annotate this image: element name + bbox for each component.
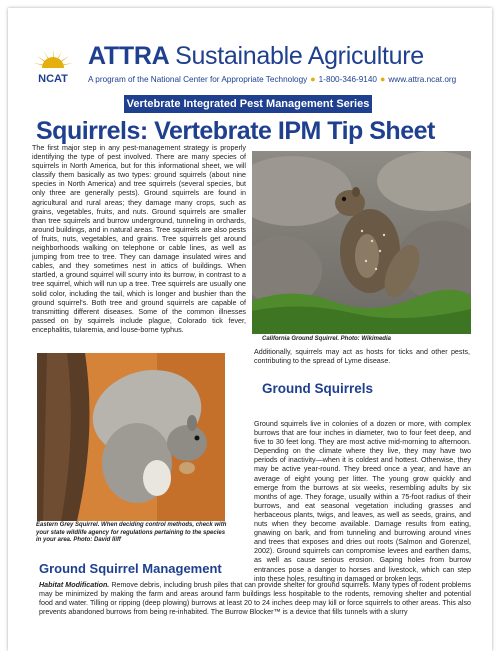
management-lead: Habitat Modification. bbox=[39, 581, 110, 589]
document-page bbox=[8, 8, 492, 651]
brand-title bbox=[88, 42, 424, 71]
intro-column bbox=[32, 144, 246, 335]
bullet-icon: ● bbox=[310, 74, 316, 84]
management-section bbox=[39, 581, 471, 617]
photo1-caption: California Ground Squirrel. Photo: Wikimedia bbox=[262, 336, 391, 342]
ground-squirrels-section bbox=[254, 420, 471, 584]
grey-squirrel-photo bbox=[37, 353, 225, 521]
ground-squirrels-heading: Ground Squirrels bbox=[262, 381, 374, 396]
ground-squirrel-photo bbox=[252, 151, 471, 334]
logo-text: NCAT bbox=[38, 73, 68, 85]
intro-cont-paragraph: Additionally, squirrels may act as hosts for ticks and other pests, contributing to the spread of Lyme disease. bbox=[254, 348, 470, 366]
bullet-icon: ● bbox=[379, 74, 386, 84]
tagline-url[interactable]: www.attra.ncat.org bbox=[388, 75, 457, 84]
brand-sub: Sustainable Agriculture bbox=[175, 42, 424, 70]
brand-bold: ATTRA bbox=[88, 42, 169, 70]
management-text: Remove debris, including brush piles that can provide shelter for ground squirrels. Many types of rodent problems may be minimized by making the farm and areas around farm buildings less hospitable to the rodents, removing shelter and potential food and water. Tilling or ripping (deep plowing) burrows at least 20 to 24 inches deep may kill or force squirrels to other areas. This also prevents abandoned burrows from being re-inhabited. The Burrow Blocker™ is a device that fills tunnels with a slurry bbox=[39, 581, 471, 617]
ncat-logo bbox=[30, 46, 76, 86]
series-banner: Vertebrate Integrated Pest Management Series bbox=[124, 95, 372, 113]
photo2-caption: Eastern Grey Squirrel. When deciding control methods, check with your state wildlife agency for regulations pertaining to the species in your area. Photo: David Iliff bbox=[36, 522, 227, 543]
header bbox=[8, 8, 492, 88]
tagline bbox=[88, 74, 456, 84]
management-paragraph bbox=[39, 581, 471, 617]
intro-continued bbox=[254, 348, 470, 366]
tagline-phone: 1-800-346-9140 bbox=[318, 75, 377, 84]
management-heading: Ground Squirrel Management bbox=[39, 561, 222, 576]
page-title: Squirrels: Vertebrate IPM Tip Sheet bbox=[36, 117, 435, 145]
tagline-org: A program of the National Center for Appropriate Technology bbox=[88, 75, 308, 84]
ground-squirrels-paragraph: Ground squirrels live in colonies of a dozen or more, with complex burrows that are four inches in diameter, two to four feet deep, and five to 30 feet long. They are most active mid-morning to afternoon. Depending on the climate where they live, they may have two periods of inactivity—when it is coldest and hottest. Otherwise, they may be active year-round. They breed once a year, and have an average of eight young per litter. The young grow quickly and emerge from the burrows at six weeks, resembling adults by six months of age. They forage, usually within a 75-foot radius of their burrows, and eat seasonal vegetation including grasses and herbaceous plants, twigs, and leaves, as well as seeds, grains, and nuts when they become available. Damage results from eating, gnawing on bark, and from tunneling and burrowing around vines and trees that exposes and dries out roots (Salmon and Gorenzel, 2002). Ground squirrels can compromise levees and earthen dams, as well as cause serious erosion. Gaping holes from burrow entrances pose a danger to horses and livestock, which can step into these holes, resulting in damaged or broken legs. bbox=[254, 420, 471, 583]
intro-paragraph: The first major step in any pest-management strategy is properly identifying the type of pest involved. There are many species of squirrels in North America, but for this informational sheet, we will classify them basically as two types: ground squirrels (about nine species in North America) and tree squirrels (several species, but only three are generally pests). Ground squirrels are found in agricultural and rural areas; they damage many crops, such as grains, vegetables, fruits, and nuts. Ground squirrels are smaller than tree squirrels and burrow underground, tunneling in orchards, around buildings, and in natural areas. Tree squirrels are also pests of fruits, nuts, vegetables, and grains. Tree squirrels get around neighborhoods walking on telephone or cable lines, as well as jumping from tree to tree. They can damage insulated wires and cables, and they sometimes nest in attics of buildings. When startled, a ground squirrel will scurry into its burrow, in contrast to a tree squirrel, which will run up a tree. Tree squirrels are usually one solid color, including the tail, which is longer and bushier than the ground squirrel's. Both tree and ground squirrels are capable of transmitting different diseases. Some of the common illnesses passed on by squirrels include plague, Colorado tick fever, encephalitis, tularemia, and louse-borne typhus. bbox=[32, 144, 246, 334]
